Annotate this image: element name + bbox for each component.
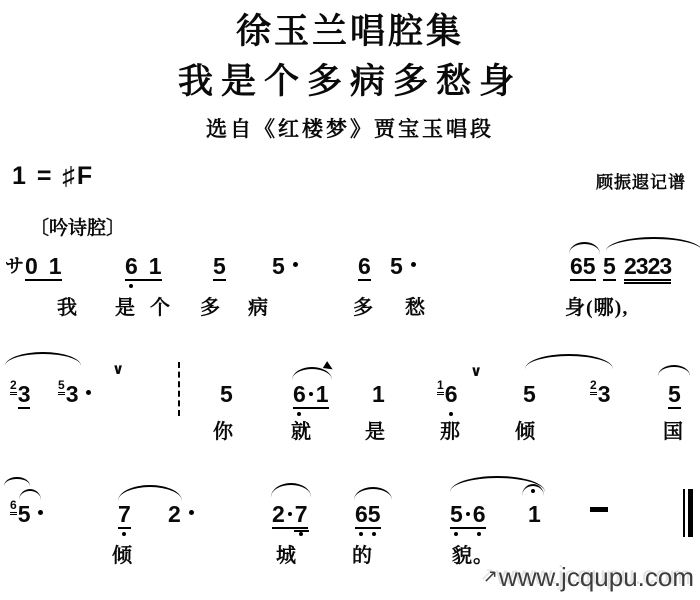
digit: 5 — [603, 253, 616, 279]
note — [390, 255, 416, 279]
music-line — [0, 225, 700, 345]
lyric-syllable: 是 — [365, 421, 386, 443]
lyric-syllable: 城 — [276, 545, 297, 567]
note-digits — [213, 255, 226, 281]
slur-arc — [19, 489, 41, 500]
note — [437, 378, 458, 407]
slur-arc — [354, 487, 392, 500]
note-digits — [220, 383, 233, 407]
note — [523, 383, 536, 407]
note — [590, 378, 611, 407]
song-title: 我是个多病多愁身 — [177, 62, 522, 101]
key-signature: 1 = ♯F — [12, 162, 95, 190]
lyric-syllable: 你 — [213, 421, 234, 443]
note — [10, 498, 43, 527]
note — [272, 255, 298, 279]
lyric-syllable: 我 — [57, 297, 78, 319]
note — [570, 255, 596, 281]
lyric-syllable: 就 — [291, 421, 312, 443]
slur-arc — [569, 242, 600, 254]
lyric-syllable: 那 — [440, 421, 461, 443]
digit: 6 — [355, 501, 368, 527]
note-digits — [272, 255, 285, 279]
breath-mark: ∨ — [470, 363, 483, 380]
digit: 1 — [315, 381, 329, 407]
lyric-syllable: 倾 — [112, 545, 133, 567]
digit: 5 — [213, 253, 226, 279]
digit: 1 — [528, 501, 541, 527]
note-digits — [358, 255, 371, 281]
note — [293, 383, 329, 409]
digit: 5 — [450, 501, 463, 527]
note — [58, 378, 91, 407]
digit: 3 — [635, 253, 648, 279]
note — [450, 503, 486, 529]
lyric-syllable: 身(哪), — [565, 297, 629, 319]
digit: 5 — [272, 253, 285, 279]
note-digits — [66, 383, 79, 407]
note-digits — [624, 255, 671, 281]
note-digits — [603, 255, 616, 281]
digit: 6 — [293, 381, 306, 407]
note-digits — [18, 383, 31, 409]
lyric-syllable: 多 — [200, 297, 221, 319]
digit: 2 — [647, 253, 660, 279]
note-digits — [445, 383, 458, 407]
music-line — [0, 353, 700, 473]
note-digits — [25, 255, 62, 281]
note-digits — [450, 503, 486, 529]
note — [528, 503, 541, 527]
note-digits — [125, 255, 162, 281]
slur-arc — [118, 485, 182, 501]
note — [624, 255, 671, 281]
note — [272, 503, 308, 529]
note-digits — [523, 383, 536, 407]
lyric-syllable: 的 — [352, 545, 373, 567]
digit: 2 — [624, 253, 636, 279]
note-digits — [598, 383, 611, 407]
watermark-arrow-icon: ↗ — [482, 566, 498, 586]
free-meter-mark: サ — [5, 256, 25, 277]
digit: 1 — [148, 253, 162, 279]
lyric-syllable: 病 — [248, 297, 269, 319]
digit: 6 — [125, 253, 138, 279]
digit: 5 — [390, 253, 403, 279]
note-digits — [570, 255, 596, 281]
augmentation-dot — [38, 510, 43, 515]
digit: 3 — [65, 381, 79, 407]
augmentation-dot — [293, 262, 298, 267]
digit: 7 — [118, 501, 131, 527]
digit: 3 — [659, 253, 672, 279]
lyric-syllable: 个 — [150, 297, 171, 319]
watermark-text: www.jcqupu.com — [498, 562, 694, 592]
note — [355, 503, 381, 529]
slur-arc — [525, 354, 613, 369]
lyric-syllable: 愁 — [405, 297, 426, 319]
digit: 5 — [523, 381, 536, 407]
lyric-syllable: 倾 — [515, 421, 536, 443]
slur-arc — [271, 483, 311, 497]
note — [125, 255, 162, 281]
slur-arc — [4, 477, 30, 486]
digit: 6 — [472, 501, 486, 527]
dotted-rhythm-dot — [466, 512, 470, 516]
note — [118, 503, 131, 529]
digit: 1 — [48, 253, 62, 279]
note — [668, 383, 681, 409]
note-digits — [528, 503, 541, 527]
note — [603, 255, 616, 281]
digit: 3 — [597, 381, 611, 407]
lyric-syllable: 貌。 — [452, 545, 494, 567]
note-digits — [668, 383, 681, 409]
digit: 0 — [25, 253, 38, 279]
note — [25, 255, 62, 281]
note-digits — [18, 503, 31, 527]
watermark — [483, 562, 694, 593]
slur-arc — [658, 365, 690, 376]
digit: 1 — [372, 381, 385, 407]
slur-arc — [5, 352, 81, 366]
digit: 5 — [17, 501, 31, 527]
augmentation-dot — [411, 262, 416, 267]
note — [358, 255, 371, 281]
lyric-syllable: 多 — [353, 297, 374, 319]
note-digits — [372, 383, 385, 407]
digit: 2 — [272, 501, 285, 527]
note — [168, 503, 194, 527]
augmentation-dot — [189, 510, 194, 515]
note — [220, 383, 233, 407]
dotted-rhythm-dot — [309, 392, 313, 396]
lyric-syllable: 是 — [115, 297, 136, 319]
note-extension-dash — [590, 507, 608, 512]
dashed-barline — [178, 362, 180, 416]
note-digits — [118, 503, 131, 529]
note-digits — [168, 503, 181, 527]
digit: 6 — [358, 253, 371, 279]
note-digits — [355, 503, 381, 529]
final-barline — [683, 489, 693, 537]
grace-note: 2 — [590, 378, 597, 395]
breath-mark: ∨ — [112, 361, 125, 378]
collection-title: 徐玉兰唱腔集 — [235, 12, 464, 51]
digit: 5 — [582, 253, 596, 279]
section-label: 〔吟诗腔〕 — [30, 218, 126, 239]
digit: 5 — [220, 381, 233, 407]
grace-note: 6 — [10, 498, 17, 515]
note — [372, 383, 385, 407]
digit: 6 — [444, 381, 458, 407]
digit: 5 — [668, 381, 681, 407]
digit: 5 — [367, 501, 381, 527]
slur-arc — [606, 237, 700, 251]
lyric-syllable: 国 — [663, 421, 684, 443]
source-attribution: 选自《红楼梦》贾宝玉唱段 — [206, 117, 494, 141]
grace-note: 1 — [437, 378, 444, 395]
grace-note: 2 — [10, 378, 17, 395]
grace-note: 5 — [58, 378, 65, 395]
dotted-rhythm-dot — [288, 512, 292, 516]
digit: 3 — [17, 381, 31, 407]
portamento-arrow-slur — [292, 367, 332, 380]
note-digits — [390, 255, 403, 279]
digit: 7 — [294, 501, 308, 527]
note — [10, 378, 31, 409]
note-digits — [272, 503, 308, 529]
note — [213, 255, 226, 281]
digit: 2 — [168, 501, 181, 527]
notator-credit: 顾振遐记谱 — [596, 173, 686, 192]
augmentation-dot — [86, 390, 91, 395]
slur-arc — [450, 476, 545, 492]
note-digits — [293, 383, 329, 409]
digit: 6 — [570, 253, 583, 279]
